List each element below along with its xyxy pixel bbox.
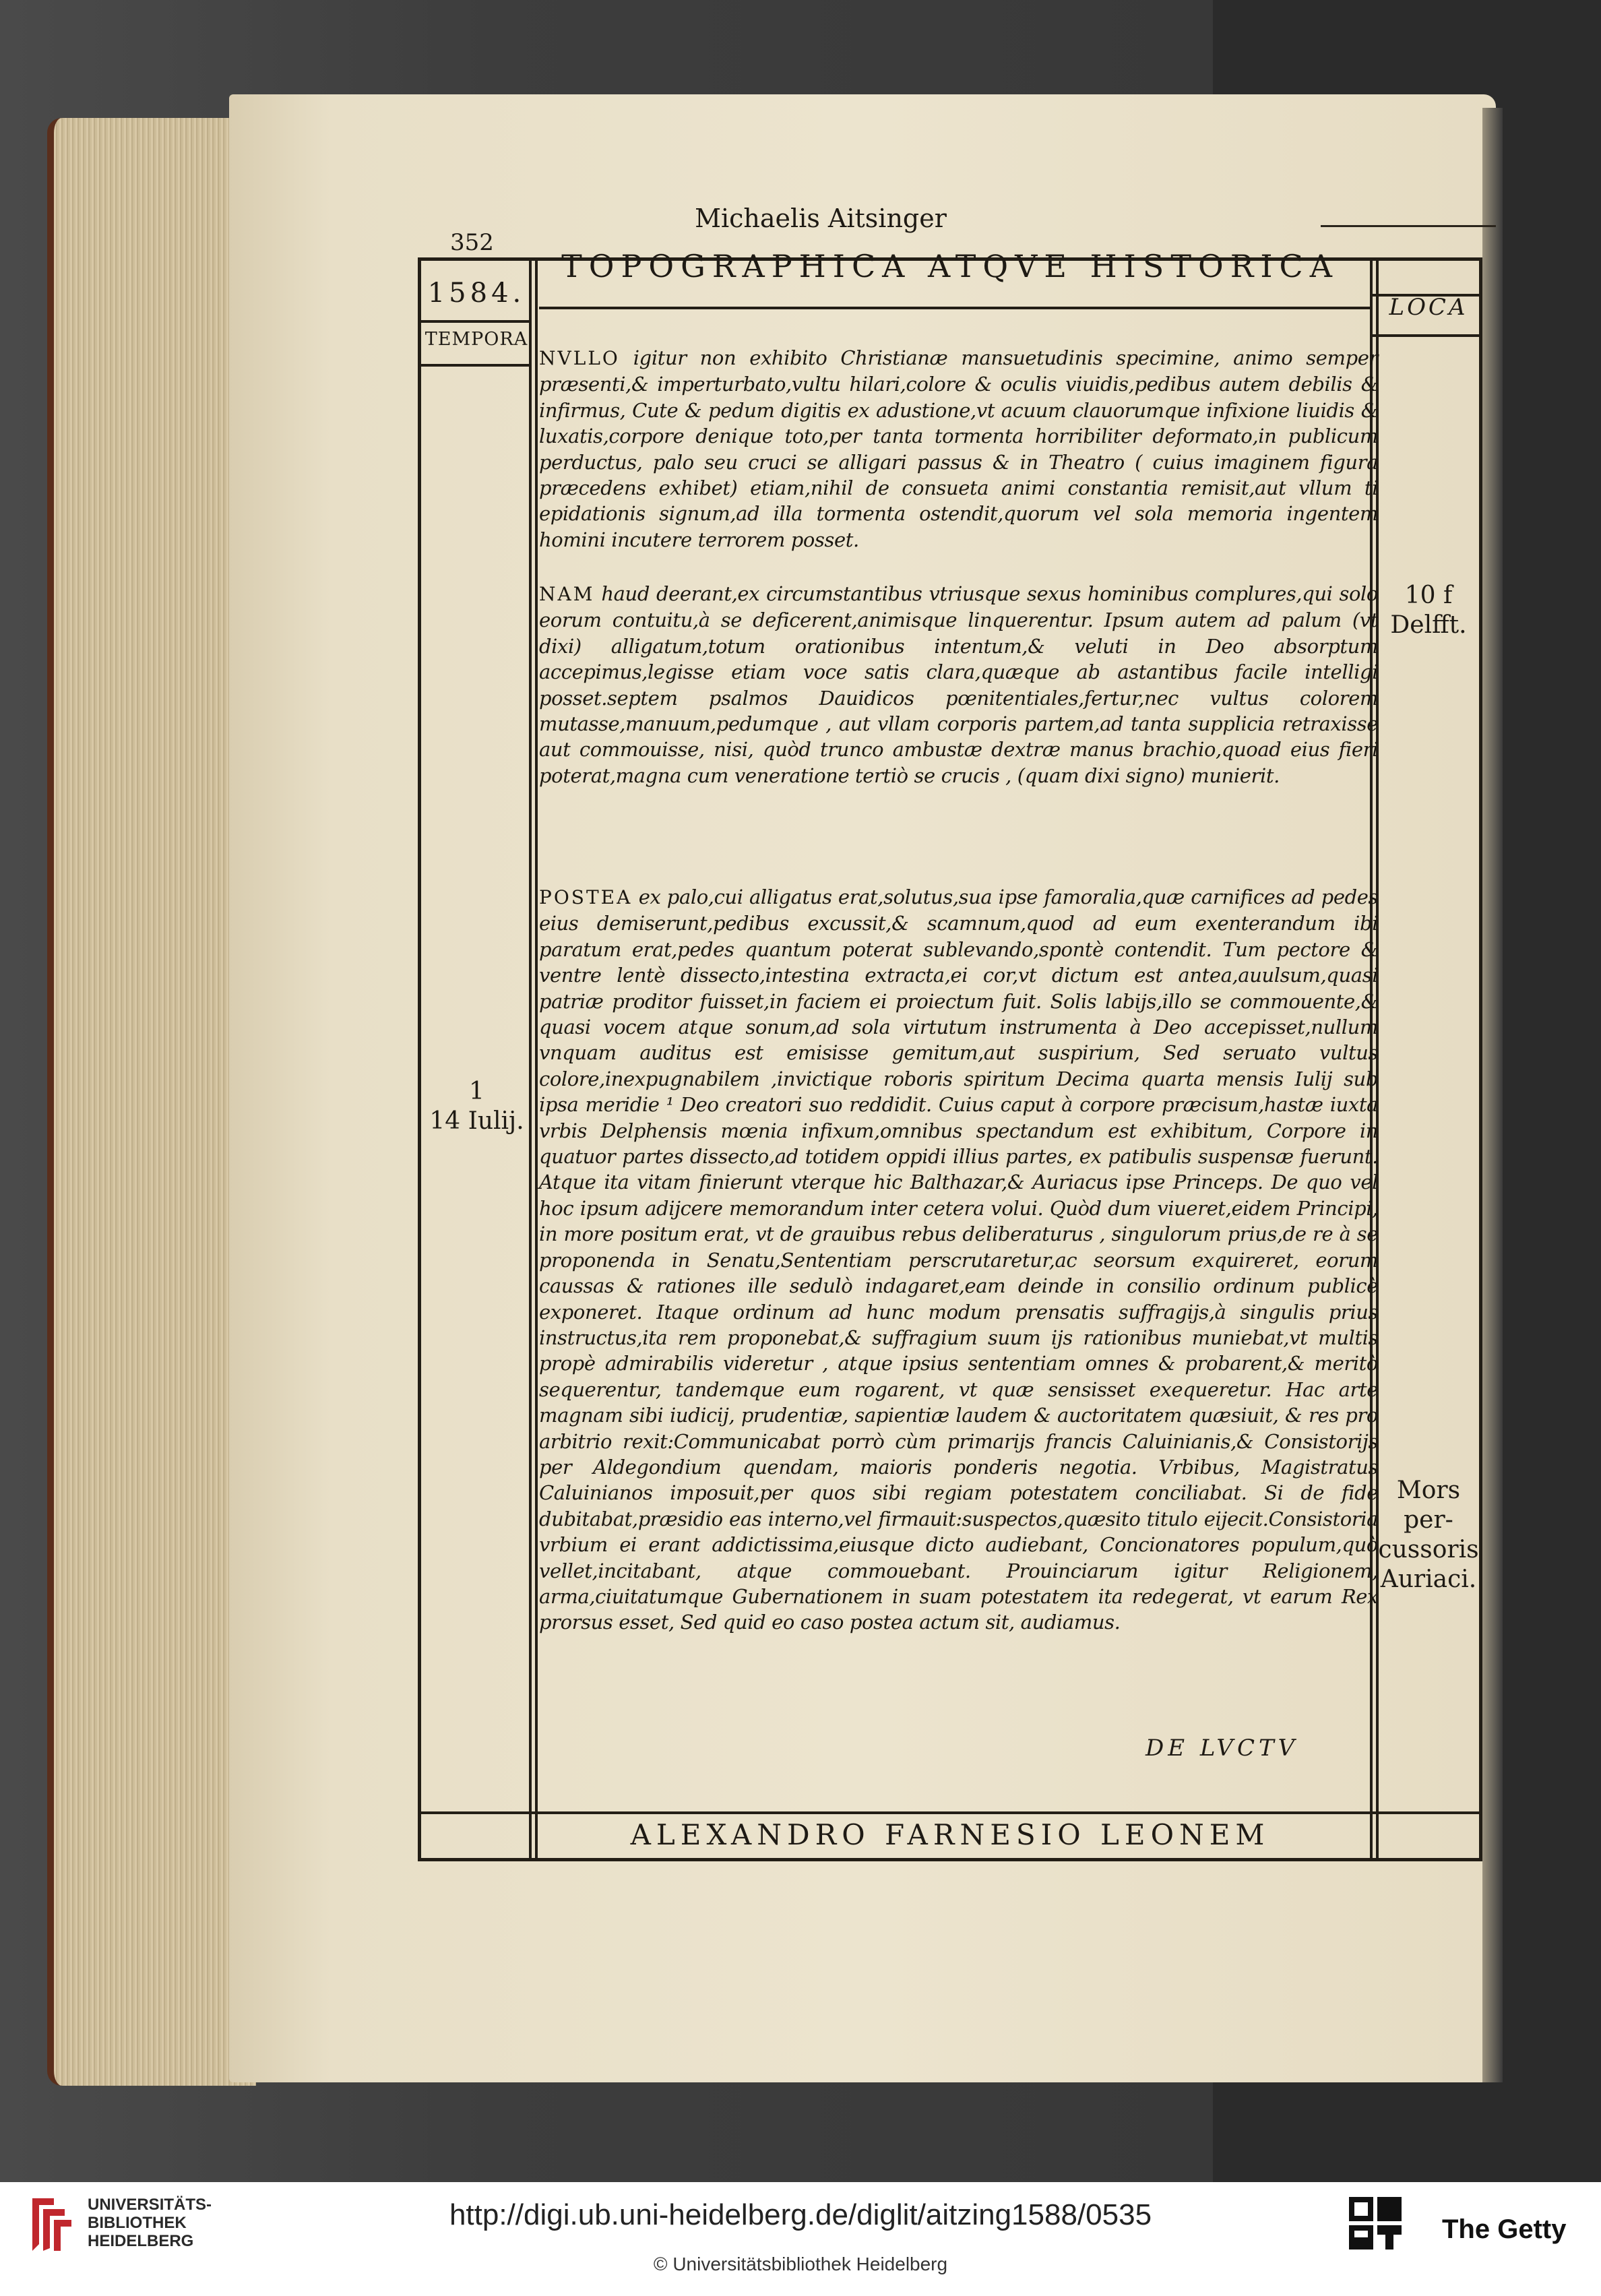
paragraph-lead: NAM <box>539 583 595 605</box>
page-title: TOPOGRAPHICA ATQVE HISTORICA <box>561 248 1339 284</box>
library-name-line: UNIVERSITÄTS- <box>88 2196 212 2214</box>
tempora-heading: TEMPORA <box>425 329 528 350</box>
margin-note-date <box>421 1077 532 1136</box>
partner-name: The Getty <box>1442 2214 1567 2244</box>
paragraph-text: ex palo,cui alligatus erat,solutus,sua ipse famoralia,quæ carnifices ad pedes eius demiserunt,pedibus excussit,& scamnum,quod ad eum exenterandum ibi paratum erat,pedes quantum poterat sublevando,spontè contendit. Tum pectore & ventre lentè dissecto,intestina extracta,ei cor,vt dictum est antea,auulsum,quasi patriæ proditor fuisset,in faciem ei proiectum fuit. Solis labijs,illo se commouente,& quasi vocem atque sonum,ad sola virtutum instrumenta à Deo accepisset,nullum vnquam auditus est emisisse gemitum,aut suspirium, Sed seruato vultus colore,inexpugnabilem ,invictique roboris spiritum Decima quarta mensis Iulij sub ipsa meridie ¹ Deo creatori suo reddidit. Cuius caput à corpore præcisum,hastæ iuxta vrbis Delphensis mœnia infixum,omnibus spectandum est exhibitum, Corpore in quatuor partes dissecto,ad totidem oppidi illius partes, ex patibulis suspensæ fuerunt. Atque ita vitam finierunt vterque hic Balthazar,& Auriacus ipse Princeps. De quo vel hoc ipsum adijcere memorandum inter cetera volui. Quòd dum viueret,eidem Principi, in more positum erat, vt de grauibus rebus deliberaturus , singulorum prius,de re à se proponenda in Senatu,Sententiam perscrutaretur,ac seorsum exquireret, eorum caussas & rationes ille sedulò indagaret,eam deinde in consilio ordinum publicè exponeret. Itaque ordinum ad hunc modum prensatis suffragijs,à singulis prius instructus,ita rem proponebat,& suffragium suum ijs rationibus muniebat,vt multis propè admirabilis videretur , atque ipsius sententiam omnes & probarent,& meritò sequerentur, tandemque eum rogarent, vt quæ sensisset exequeretur. Hac arte magnam sibi iudicij, prudentiæ, sapientiæ laudem & auctoritatem quæsiuit, & res pro arbitrio rexit:Communicabat porrò cùm primarijs francis Caluinianis,& Consistorijs per Aldegondium quendam, maioris ponderis negotia. Vrbibus, Magistratus Caluinianos imposuit,per quos sibi regiam potestatem conciliabat. Si de fide dubitabat,præsidio eas interno,vel firmauit:suspectos,quæsito titulo eijecit.Consistoria vrbium ei erant addictissima,eiusque dicto audiebant, Concionatores populum,quò vellet,incitabant, atque commouebant. Prouinciarum igitur Religionem, arma,ciuitatumque Gubernationem in suam potestatem ita redegerat, vt earum Rex prorsus esset, Sed quid eo caso postea actum sit, audiamus. <box>539 886 1378 1634</box>
margin-note-line: 1 <box>469 1078 484 1105</box>
permalink-url[interactable]: http://digi.ub.uni-heidelberg.de/diglit/aitzing1588/0535 <box>449 2198 1152 2231</box>
bottom-rule <box>418 1811 1482 1814</box>
running-head: Michaelis Aitsinger <box>695 204 947 233</box>
getty-logo-icon[interactable] <box>1348 2196 1406 2263</box>
left-subheader-rule <box>418 364 531 367</box>
margin-note-line: cussoris <box>1378 1536 1479 1563</box>
left-header-rule <box>418 320 531 323</box>
library-name-line: BIBLIOTHEK <box>88 2214 187 2232</box>
paragraph-text: haud deerant,ex circumstantibus vtriusque sexus hominibus complures,qui solo eorum contuitu,à se deficerent,animisque linquerentur. Ipsum autem ad palum (vt dixi) alligatum,totum orationibus intentum,& veluti in Deo absorptum accepimus,legisse etiam voce satis clara,quæque ab astantibus facile intelligi posset.septem psalmos Dauidicos pœnitentiales,fertur,nec vultus colorem mutasse,manuum,pedumque , aut vllam corporis partem,ad tanta supplicia retraxisse aut commouisse, nisi, quòd trunco ambustæ dextræ manus brachio,quoad eius fieri poterat,magna cum veneratione tertiò se crucis , (quam dixi signo) munierit. <box>539 582 1378 787</box>
footer-rule <box>418 1859 1482 1861</box>
library-name-line: HEIDELBERG <box>88 2232 194 2250</box>
head-rule <box>1321 225 1496 227</box>
margin-note-line: 14 Iulij. <box>429 1107 524 1135</box>
paragraph-3 <box>539 884 1378 1636</box>
margin-note-place <box>1375 581 1482 640</box>
loca-heading: LOCA <box>1389 294 1468 321</box>
copyright-notice: © Universitätsbibliothek Heidelberg <box>653 2254 948 2274</box>
footer-line: ALEXANDRO FARNESIO LEONEM <box>630 1818 1270 1851</box>
margin-note-line: Delfft. <box>1390 611 1467 639</box>
margin-note-event <box>1375 1476 1482 1594</box>
right-subheader-rule <box>1372 334 1482 337</box>
margin-note-line: Mors per- <box>1396 1477 1461 1534</box>
margin-note-line: Auriaci. <box>1380 1565 1477 1593</box>
left-column-rule <box>529 257 532 1861</box>
paragraph-lead: NVLLO <box>539 347 620 369</box>
book-page-edges <box>47 118 256 2086</box>
left-column-rule-inner <box>535 257 538 1861</box>
paragraph-text: igitur non exhibito Christianæ mansuetudinis specimine, animo semper præsenti,& imperturbato,vultu hilari,colore & oculis viuidis,pedibus autem debilis & infirmus, Cute & pedum digitis ex adustione,vt acuum clauorumque infixione liuidis & luxatis,corpore denique toto,per tanta tormenta horribiliter deformato,in publicum perductus, palo seu cruci se alligari passus & in Theatro ( cuius imaginem figura præcedens exhibet) etiam,nihil de consueta animi constantia remisit,aut vllum ti epidationis signum,ad illa tormenta ostendit,quorum vel sola memoria ingentem homini incutere terrorem posset. <box>539 346 1378 551</box>
page-shadow <box>1482 108 1503 2082</box>
year: 1584. <box>427 278 526 309</box>
page-number: 352 <box>450 229 494 256</box>
margin-note-line: 10 f <box>1404 582 1453 609</box>
paragraph-2 <box>539 581 1378 788</box>
title-rule <box>539 307 1372 309</box>
paragraph-1 <box>539 345 1378 553</box>
paragraph-lead: POSTEA <box>539 886 633 908</box>
running-head-wrap <box>0 204 1601 233</box>
catchword: DE LVCTV <box>1145 1735 1299 1762</box>
